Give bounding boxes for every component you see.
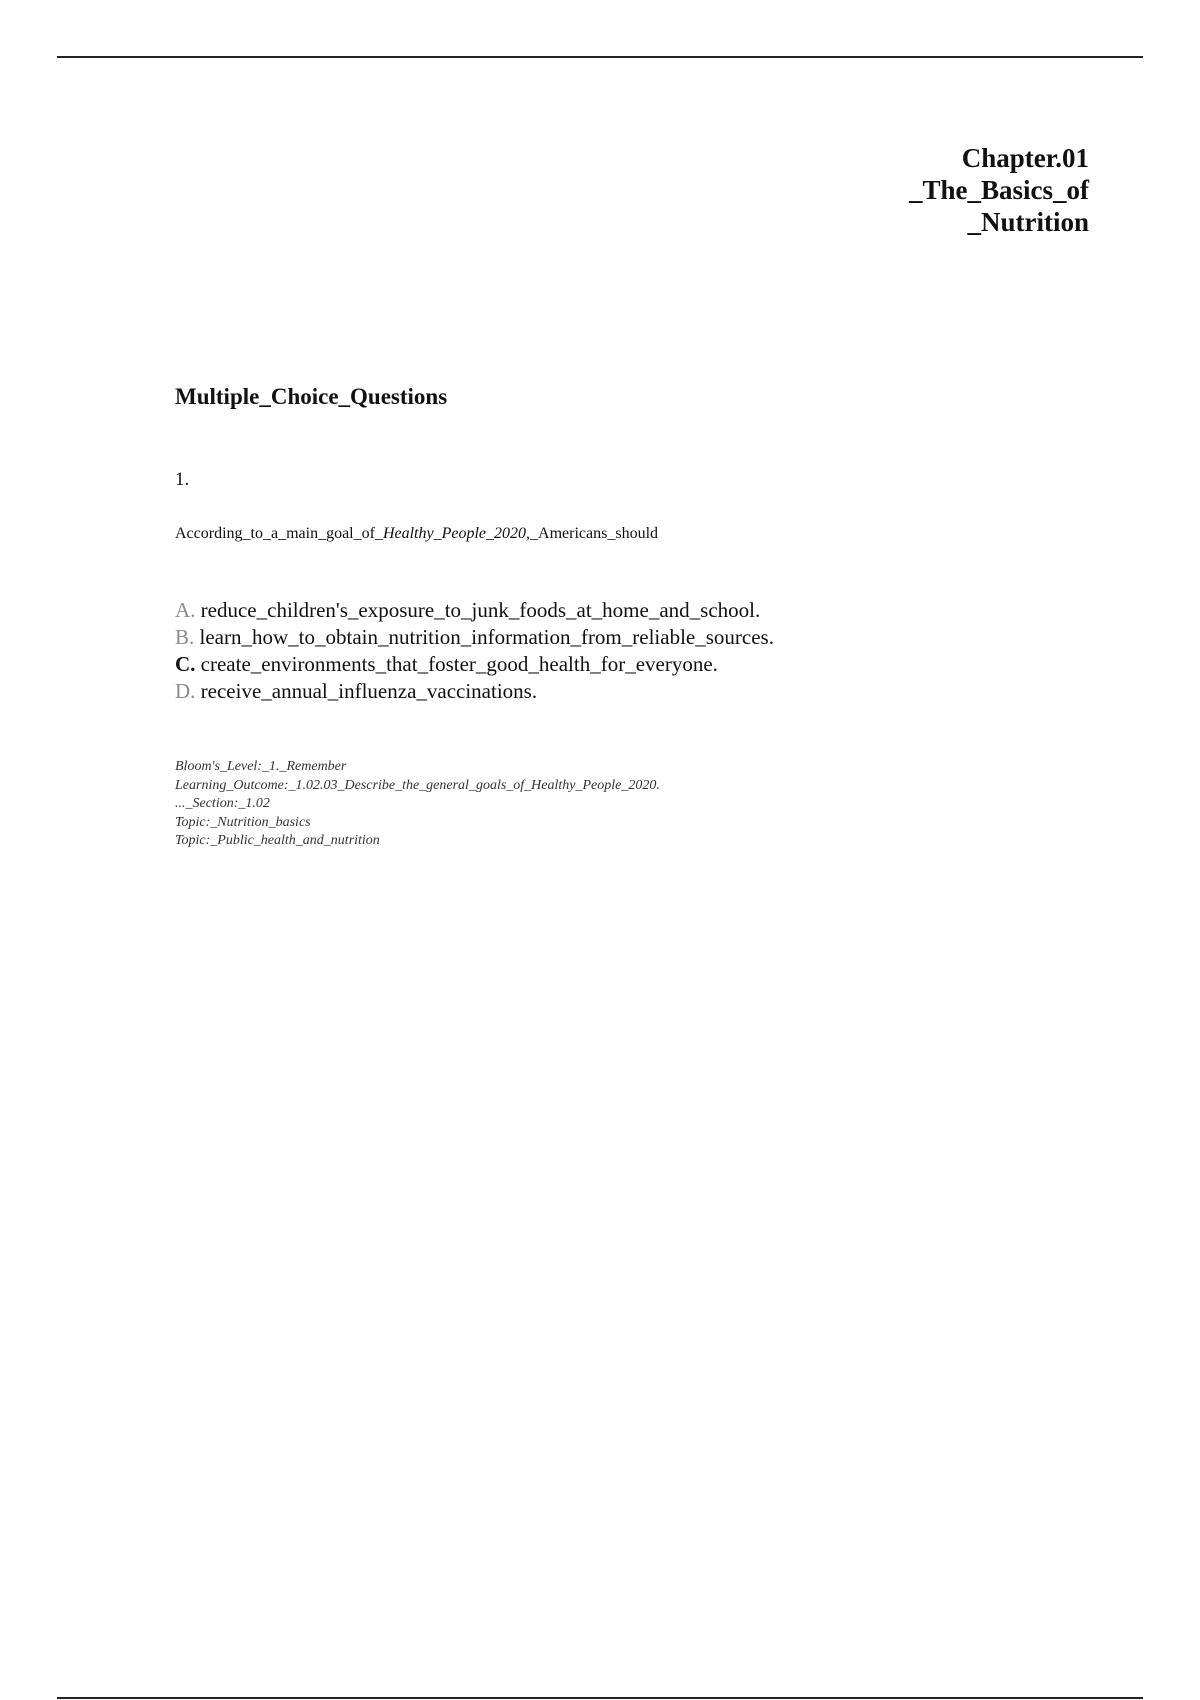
top-rule — [57, 56, 1143, 58]
metadata-topic-1: Topic:_Nutrition_basics — [175, 814, 311, 830]
chapter-title-line-3: _Nutrition — [967, 207, 1089, 237]
question-stem — [175, 523, 658, 545]
metadata-topic-2: Topic:_Public_health_and_nutrition — [175, 833, 380, 848]
question-metadata — [175, 758, 660, 851]
answer-option-text: create_environments_that_foster_good_health_for_everyone. — [200, 652, 718, 676]
question-stem-suffix: ,_Americans_should — [526, 525, 659, 542]
question-stem-italic: Healthy_People_2020 — [382, 525, 527, 542]
chapter-title-line-2: _The_Basics_of — [908, 175, 1089, 205]
chapter-title-line-1: Chapter.01 — [961, 143, 1089, 173]
answer-options — [175, 597, 774, 705]
question-number: 1. — [175, 469, 190, 490]
answer-option-b — [175, 624, 774, 651]
answer-option-text: learn_how_to_obtain_nutrition_information_from_reliable_sources. — [199, 625, 774, 649]
answer-option-letter: A. — [175, 598, 196, 622]
answer-option-letter: D. — [175, 679, 196, 703]
question-stem-prefix: According_to_a_main_goal_of_ — [175, 525, 383, 542]
answer-option-d — [175, 678, 774, 705]
metadata-learning-outcome: Learning_Outcome:_1.02.03_Describe_the_general_goals_of_Healthy_People_2020. — [175, 777, 660, 793]
answer-option-c — [175, 651, 774, 678]
answer-option-letter: B. — [175, 625, 195, 649]
answer-option-a — [175, 597, 774, 624]
answer-option-text: reduce_children's_exposure_to_junk_foods_at_home_and_school. — [200, 598, 761, 622]
metadata-section: ..._Section:_1.02 — [175, 796, 270, 811]
answer-option-text: receive_annual_influenza_vaccinations. — [200, 679, 538, 703]
answer-option-letter-correct: C. — [175, 652, 196, 676]
bottom-rule — [57, 1697, 1143, 1699]
metadata-blooms-level: Bloom's_Level:_1._Remember — [175, 759, 347, 774]
chapter-title — [909, 142, 1089, 238]
section-heading: Multiple_Choice_Questions — [175, 384, 448, 409]
